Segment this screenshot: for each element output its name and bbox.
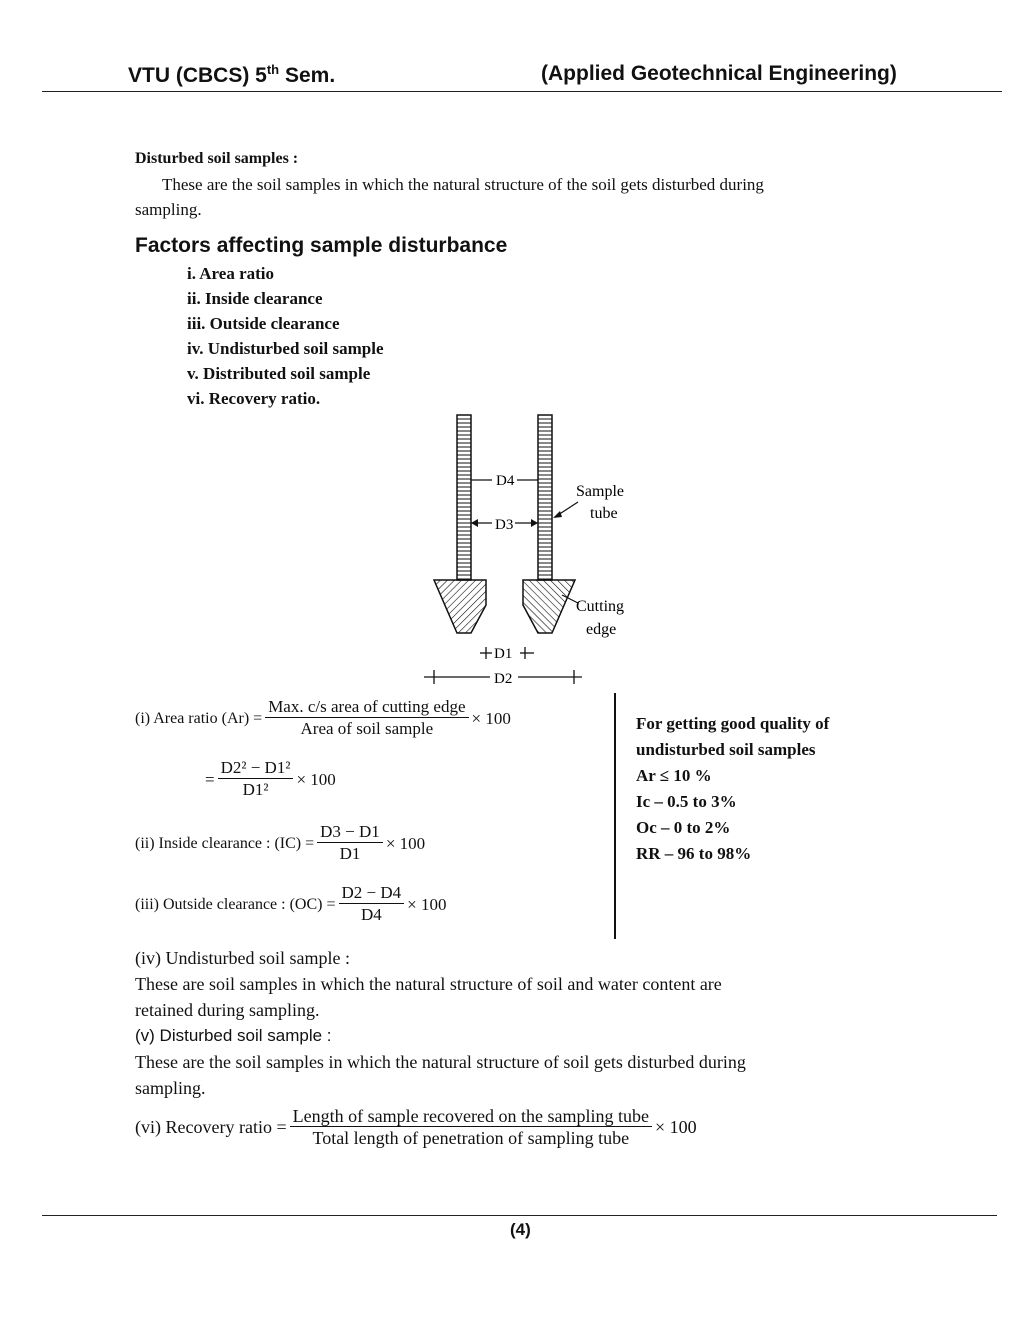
area-ratio-2-eq: = [205,769,215,789]
standards-title-1: For getting good quality of [636,714,830,733]
area-ratio-2-multiplier: × 100 [296,769,336,789]
factors-list [187,261,384,411]
d3-label: D3 [495,517,514,533]
d2-label: D2 [494,671,513,687]
area-ratio-numerator: Max. c/s area of cutting edge [265,697,468,718]
header-right: (Applied Geotechnical Engineering) [541,62,897,85]
outside-clearance-denominator: D4 [360,905,382,924]
d1-label: D1 [494,646,513,662]
sampler-diagram [410,405,670,695]
inside-clearance-multiplier: × 100 [385,833,426,853]
undisturbed-line1: These are soil samples in which the natural structure of soil and water content are [135,974,722,994]
disturbed2-heading: (v) Disturbed soil sample : [135,1026,332,1045]
undisturbed-heading: (iv) Undisturbed soil sample : [135,948,350,968]
standard-item: Ar ≤ 10 % [636,766,712,785]
factor-item: v. Distributed soil sample [187,364,371,383]
inside-clearance-label: (ii) Inside clearance : (IC) = [135,834,315,852]
disturbed2-line1: These are the soil samples in which the natural structure of soil gets disturbed during [135,1052,746,1072]
area-ratio-2-numerator: D2² − D1² [218,758,294,779]
factor-item: i. Area ratio [187,264,275,283]
inside-clearance-formula [135,822,425,865]
page-number: (4) [510,1220,531,1239]
inside-clearance-numerator: D3 − D1 [317,822,383,843]
inside-clearance-denominator: D1 [339,844,361,863]
d4-label: D4 [496,473,515,489]
disturbed-line2: sampling. [135,200,202,219]
left-tube-wall [457,415,471,580]
factors-heading: Factors affecting sample disturbance [135,234,508,257]
area-ratio-label: (i) Area ratio (Ar) = [135,709,263,727]
recovery-ratio-denominator: Total length of penetration of sampling tube [312,1128,630,1148]
recovery-ratio-multiplier: × 100 [654,1117,697,1137]
standard-item: Oc – 0 to 2% [636,818,731,837]
outside-clearance-multiplier: × 100 [407,894,447,914]
standard-item: Ic – 0.5 to 3% [636,792,737,811]
disturbed2-line2: sampling. [135,1078,206,1098]
edge-label: edge [586,621,617,638]
factor-item: ii. Inside clearance [187,289,323,308]
outside-clearance-label: (iii) Outside clearance : (OC) = [135,895,336,913]
disturbed-line1: These are the soil samples in which the natural structure of the soil gets disturbed during [162,175,764,194]
recovery-ratio-label: (vi) Recovery ratio = [135,1117,287,1137]
factor-item: iv. Undisturbed soil sample [187,339,384,358]
footer-rule [42,1215,997,1216]
quality-standards [636,711,829,867]
standard-item: RR – 96 to 98% [636,844,752,863]
right-tube-wall [538,415,552,580]
left-cutting-edge [434,580,486,633]
area-ratio-formula [135,697,511,740]
outside-clearance-numerator: D2 − D4 [339,883,405,904]
tube-label: tube [590,505,618,522]
standards-title-2: undisturbed soil samples [636,740,816,759]
area-ratio-denominator: Area of soil sample [300,719,434,738]
outside-clearance-formula [135,883,447,926]
disturbed-heading: Disturbed soil samples : [135,150,299,167]
area-ratio-formula-2 [205,758,336,801]
right-cutting-edge [523,580,575,633]
header-rule [42,91,1002,92]
factor-item: vi. Recovery ratio. [187,389,321,408]
factor-item: iii. Outside clearance [187,314,340,333]
sample-label: Sample [576,483,624,500]
column-divider [614,693,616,939]
cutting-label: Cutting [576,598,625,615]
header-left: VTU (CBCS) 5th Sem. [128,62,336,87]
recovery-ratio-formula [135,1106,697,1149]
recovery-ratio-numerator: Length of sample recovered on the sampling tube [290,1106,652,1127]
area-ratio-multiplier: × 100 [471,708,511,728]
area-ratio-2-denominator: D1² [242,780,269,799]
undisturbed-line2: retained during sampling. [135,1000,320,1020]
